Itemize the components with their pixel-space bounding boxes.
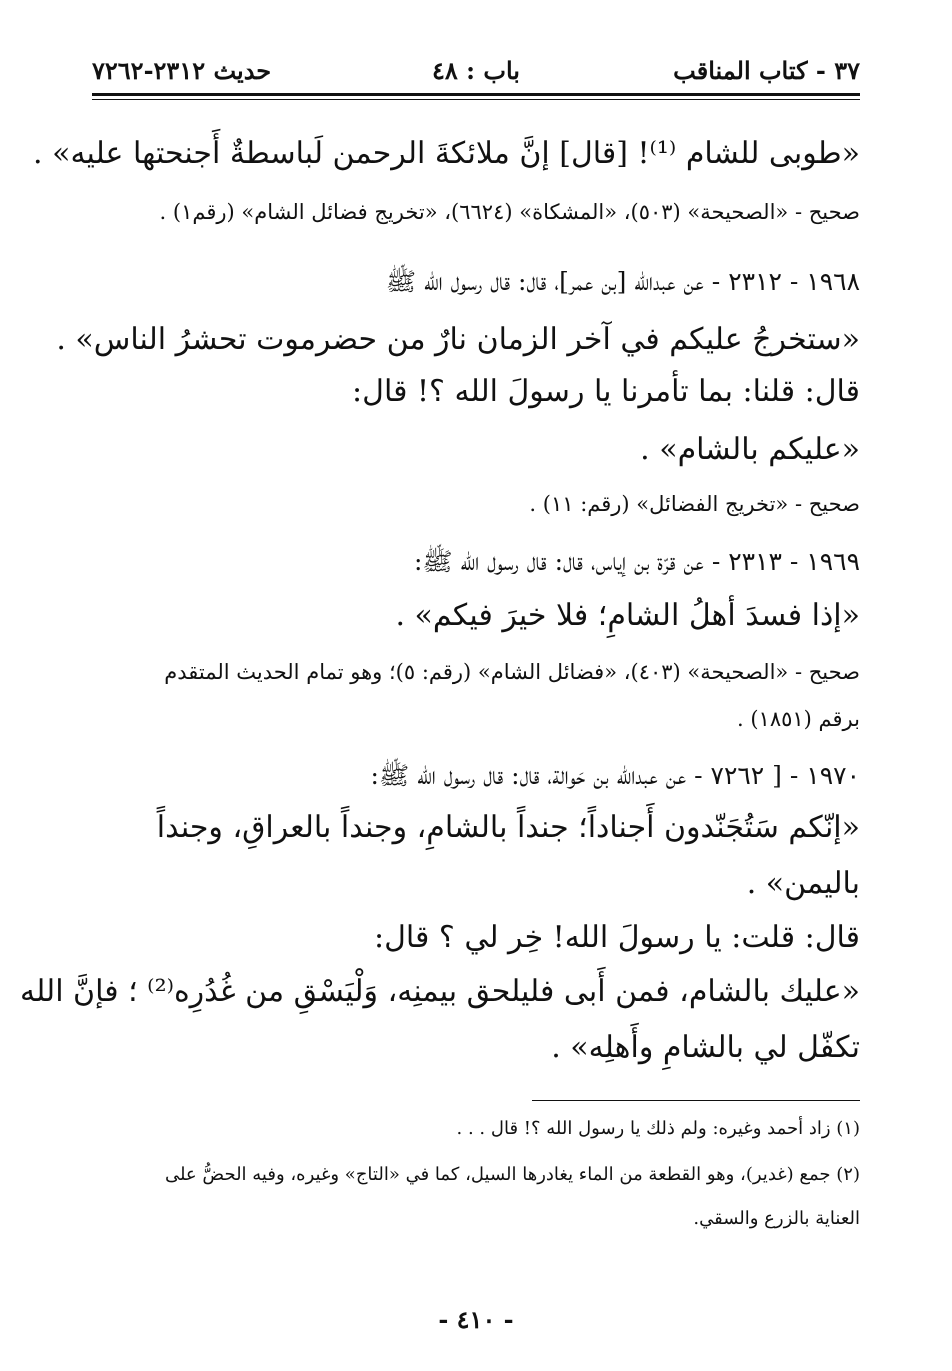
grading-note-continued: برقم (١٨٥١) . <box>737 707 860 731</box>
footnote-1: (١) زاد أحمد وغيره: ولم ذلك يا رسول الله ؟! قال . . . <box>456 1118 860 1139</box>
header-rule-thick <box>92 93 860 96</box>
header-hadith-range: حديث ٢٣١٢-٧٢٦٢ <box>92 56 272 85</box>
page-number: - ٤١٠ - <box>438 1305 514 1334</box>
header-chapter: ٣٧ - كتاب المناقب <box>673 56 860 85</box>
header-rule-thin <box>92 99 860 100</box>
hadith-text-line: «طوبى للشام ⁽¹⁾! [قال] إنَّ ملائكةَ الرحمن لَباسطةٌ أَجنحتها عليه» . <box>33 136 860 171</box>
hadith-text-line: «ستخرجُ عليكم في آخر الزمان نارٌ من حضرموت تحشرُ الناس» . <box>56 322 860 357</box>
hadith-text-line: «إنّكم سَتُجَنّدون أَجناداً؛ جنداً بالشامِ، وجنداً بالعراقِ، وجنداً <box>156 810 860 845</box>
header-section: باب : ٤٨ <box>432 56 520 85</box>
hadith-text-line: «عليك بالشام، فمن أَبى فليلحق بيمنِه، وَلْيَسْقِ من غُدُرِه⁽²⁾ ؛ فإنَّ الله <box>20 974 860 1009</box>
hadith-text-line: تكفّل لي بالشامِ وأَهلِه» . <box>551 1030 860 1065</box>
narration-line: قال: قلت: يا رسولَ الله! خِر لي ؟ قال: <box>373 920 860 955</box>
grading-note: صحيح - «الصحيحة» (٤٠٣)، «فضائل الشام» (رقم: ٥)؛ وهو تمام الحديث المتقدم <box>164 660 860 684</box>
hadith-text-line: «إذا فسدَ أهلُ الشامِ؛ فلا خيرَ فيكم» . <box>395 598 860 633</box>
hadith-text-line: «عليكم بالشام» . <box>640 432 860 467</box>
hadith-heading: ١٩٧٠ - [ ٧٢٦٢ - عن عبدالله بن حَوالة، قال: قال رسول الله ﷺ: <box>370 761 860 790</box>
hadith-heading: ١٩٦٩ - ٢٣١٣ - عن قرّة بن إياس، قال: قال رسول الله ﷺ: <box>413 547 860 576</box>
footnote-2-continued: العناية بالزرع والسقي. <box>693 1208 860 1229</box>
hadith-heading: ١٩٦٨ - ٢٣١٢ - عن عبدالله [بن عمر]، قال: قال رسول الله ﷺ <box>385 267 860 296</box>
grading-note: صحيح - «تخريج الفضائل» (رقم: ١١) . <box>529 492 860 516</box>
narration-line: قال: قلنا: بما تأمرنا يا رسولَ الله ؟! قال: <box>352 374 860 409</box>
running-header <box>92 56 860 92</box>
footnote-2: (٢) جمع (غدير)، وهو القطعة من الماء يغادرها السيل، كما في «التاج» وغيره، وفيه الحضُّ على <box>164 1164 860 1185</box>
hadith-text-line: باليمن» . <box>746 866 860 901</box>
footnote-rule <box>532 1100 860 1101</box>
grading-note: صحيح - «الصحيحة» (٥٠٣)، «المشكاة» (٦٦٢٤)، «تخريج فضائل الشام» (رقم١) . <box>159 200 860 224</box>
